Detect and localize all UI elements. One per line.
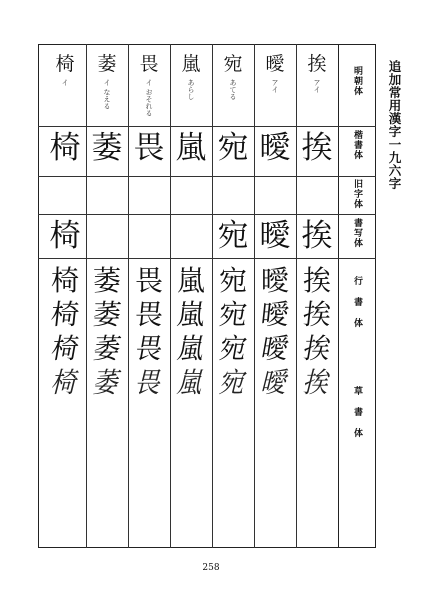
mincho-cell [170,44,212,100]
gyosho-glyph: 曖 [260,264,289,297]
mincho-kanji: 畏 [139,53,159,75]
sosho-glyph: 畏 [132,332,166,365]
kanji-reading: イ おそれる [145,79,153,117]
shosha-kanji: 宛 [217,218,249,254]
kanji-reading: アイ [313,79,321,93]
row-label-mincho: 明朝体 [352,66,362,96]
sosho-glyph: 嵐 [174,332,208,365]
gyosho-cell [296,258,338,400]
shosha-kanji: 曖 [259,218,291,254]
kanji-column [170,44,212,548]
kanji-column [212,44,254,548]
kaisho-cell [128,126,170,164]
kanji-column [254,44,296,548]
row-label-sosho: 草書体 [352,386,362,449]
kyuji-cell [44,176,86,182]
kyuji-cell [296,176,338,182]
mincho-kanji: 曖 [265,53,285,75]
kaisho-cell [212,126,254,164]
gyosho-glyph: 萎 [92,264,121,297]
gyosho-cell [170,258,212,400]
gyosho-cell [254,258,296,400]
mincho-cell [86,44,128,109]
mincho-cell [296,44,338,93]
sosho-glyph: 嵐 [174,366,208,399]
mincho-kanji: 宛 [223,53,243,75]
shosha-kanji: 椅 [49,218,81,254]
mincho-kanji: 嵐 [181,53,201,75]
kaisho-kanji: 萎 [91,130,123,166]
row-label-gyosho: 行書体 [352,276,362,339]
gyosho-glyph: 畏 [133,298,165,331]
sosho-glyph: 萎 [90,366,124,399]
mincho-cell [212,44,254,100]
mincho-kanji: 椅 [55,53,75,75]
gyosho-cell [86,258,128,400]
sosho-glyph: 畏 [132,366,166,399]
row-label-kyuji: 旧字体 [352,179,362,209]
mincho-cell [254,44,296,93]
kaisho-cell [296,126,338,164]
kaisho-cell [86,126,128,164]
kanji-column [86,44,128,548]
kaisho-kanji: 挨 [301,130,333,166]
sosho-glyph: 挨 [300,366,334,399]
kaisho-kanji: 椅 [49,130,81,166]
kanji-reading: あらし [187,79,195,100]
gyosho-glyph: 嵐 [175,298,207,331]
row-label-kaisho: 楷書体 [352,130,362,160]
shosha-cell [296,214,338,252]
gyosho-glyph: 椅 [50,264,79,297]
kanji-column [128,44,170,548]
kanji-reading: イ なえる [103,79,111,110]
sosho-glyph: 宛 [216,366,250,399]
shosha-cell [128,214,170,220]
gyosho-glyph: 挨 [302,264,331,297]
kyuji-cell [212,176,254,182]
kanji-reading: あてる [229,79,237,100]
sosho-glyph: 萎 [90,332,124,365]
kyuji-cell [86,176,128,182]
sosho-glyph: 挨 [300,332,334,365]
sosho-glyph: 曖 [258,366,292,399]
kanji-reading: イ [61,79,69,86]
kanji-reading: アイ [271,79,279,93]
mincho-kanji: 萎 [97,53,117,75]
sosho-glyph: 曖 [258,332,292,365]
kanji-column [296,44,338,548]
kyuji-cell [254,176,296,182]
kaisho-cell [170,126,212,164]
shosha-cell [86,214,128,220]
page-number: 258 [202,563,220,573]
kaisho-kanji: 嵐 [175,130,207,166]
kyuji-cell [128,176,170,182]
mincho-kanji: 挨 [307,53,327,75]
kyuji-cell [170,176,212,182]
shosha-cell [254,214,296,252]
kaisho-kanji: 宛 [217,130,249,166]
kaisho-cell [254,126,296,164]
gyosho-glyph: 椅 [49,298,81,331]
gyosho-cell [128,258,170,400]
gyosho-cell [44,258,86,400]
gyosho-glyph: 萎 [91,298,123,331]
mincho-cell [128,44,170,116]
gyosho-glyph: 宛 [218,264,247,297]
sosho-glyph: 椅 [48,366,82,399]
row-label-shosha: 書写体 [352,218,362,248]
sosho-glyph: 宛 [216,332,250,365]
gyosho-cell [212,258,254,400]
kaisho-cell [44,126,86,164]
gyosho-glyph: 挨 [301,298,333,331]
kaisho-kanji: 曖 [259,130,291,166]
gyosho-glyph: 嵐 [176,264,205,297]
mincho-cell [44,44,86,86]
gyosho-glyph: 宛 [217,298,249,331]
shosha-cell [44,214,86,252]
kanji-column [44,44,86,548]
gyosho-glyph: 曖 [259,298,291,331]
page-title: 追加常用漢字一九六字 [387,60,402,190]
sosho-glyph: 椅 [48,332,82,365]
shosha-kanji: 挨 [301,218,333,254]
gyosho-glyph: 畏 [134,264,163,297]
kaisho-kanji: 畏 [133,130,165,166]
shosha-cell [212,214,254,252]
shosha-cell [170,214,212,220]
